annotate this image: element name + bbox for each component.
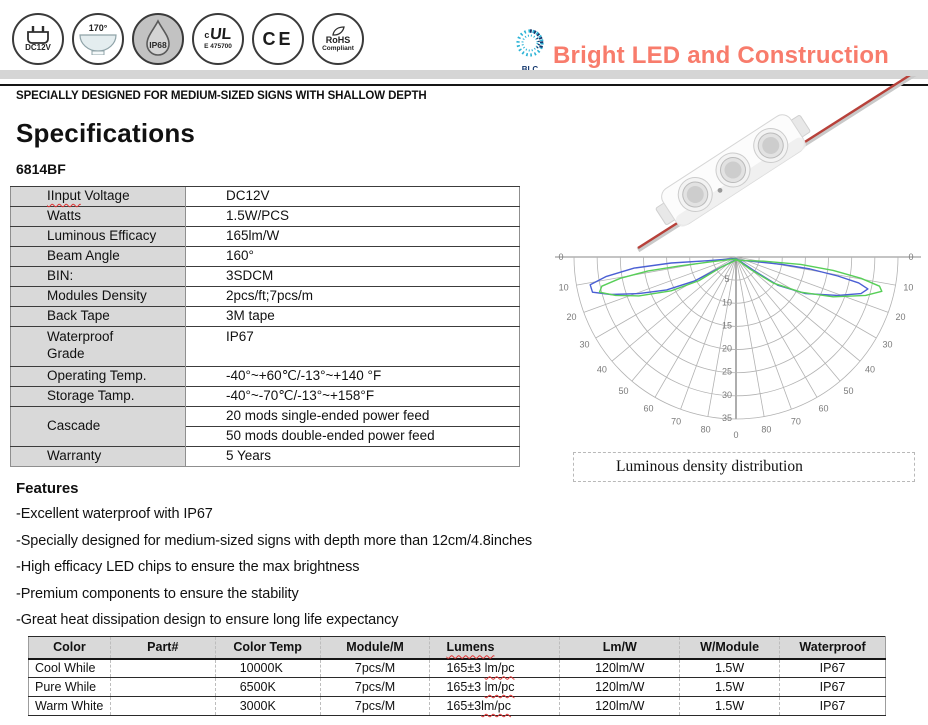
- model-number: 6814BF: [16, 161, 66, 177]
- rohs-compliant-label: Compliant: [322, 44, 354, 52]
- chart-caption-box: [573, 452, 915, 482]
- parts-cell: [110, 659, 215, 678]
- spec-row: [11, 307, 520, 327]
- ul-mark: UL: [209, 26, 233, 44]
- spec-label: Beam Angle: [11, 247, 186, 267]
- chart-tick-label: 20: [721, 343, 733, 354]
- spec-value: 3SDCM: [186, 267, 520, 287]
- features-heading: Features: [16, 480, 79, 497]
- parts-cell: IP67: [780, 678, 886, 697]
- parts-cell: Warm White: [29, 697, 111, 716]
- spec-label: Operating Temp.: [11, 367, 186, 387]
- rohs-label: RoHS: [325, 34, 351, 45]
- parts-cell: 7pcs/M: [320, 659, 430, 678]
- rohs-badge: [312, 13, 364, 65]
- badge-label: DC12V: [25, 43, 51, 52]
- chart-tick-label: 40: [865, 364, 876, 375]
- beam-bowl-icon: [78, 33, 118, 55]
- misspelled-word: IInput: [47, 188, 81, 204]
- chart-tick-label: 60: [643, 403, 654, 414]
- chart-tick-label: 70: [671, 416, 682, 427]
- spec-label: IInput Voltage: [11, 187, 186, 207]
- spec-row: [11, 187, 520, 207]
- parts-cell: 165±3 lm/pc: [430, 659, 560, 678]
- badge-label: 170°: [88, 22, 108, 33]
- parts-header: Lumens: [430, 637, 560, 659]
- parts-cell: 165±3 lm/pc: [430, 678, 560, 697]
- features-section: [16, 480, 656, 639]
- spec-value: 2pcs/ft;7pcs/m: [186, 287, 520, 307]
- chart-caption: Luminous density distribution: [616, 458, 803, 475]
- parts-table: [28, 636, 886, 716]
- parts-header: Color: [29, 637, 111, 659]
- feature-item: -Premium components to ensure the stability: [16, 585, 299, 602]
- ul-badge: [192, 13, 244, 65]
- parts-cell: 165±3lm/pc: [430, 697, 560, 716]
- chart-tick-label: 50: [618, 386, 629, 397]
- page-title: Specifications: [16, 118, 196, 148]
- spec-label: Modules Density: [11, 287, 186, 307]
- svg-text:IP68: IP68: [149, 40, 167, 50]
- chart-tick-label: 70: [790, 416, 801, 427]
- parts-row: [29, 697, 886, 716]
- chart-tick-label: 10: [558, 282, 569, 293]
- parts-cell: [110, 678, 215, 697]
- parts-cell: 120lm/W: [560, 697, 680, 716]
- feature-item: -High efficacy LED chips to ensure the max brightness: [16, 559, 360, 575]
- ip68-badge: [132, 13, 184, 65]
- ul-c-label: c: [204, 30, 210, 41]
- certification-badges: [12, 13, 364, 65]
- spec-label: Luminous Efficacy: [11, 227, 186, 247]
- chart-tick-label: 10: [903, 282, 914, 293]
- parts-cell: 7pcs/M: [320, 697, 430, 716]
- beam-angle-badge: [72, 13, 124, 65]
- feature-item: -Great heat dissipation design to ensure long life expectancy: [16, 612, 399, 628]
- chart-tick-label: 30: [579, 339, 590, 350]
- parts-cell: 7pcs/M: [320, 678, 430, 697]
- parts-cell: 120lm/W: [560, 678, 680, 697]
- spec-value: 3M tape: [186, 307, 520, 327]
- chart-tick-label: 15: [721, 320, 733, 331]
- parts-row: [29, 678, 886, 697]
- parts-cell: 1.5W: [680, 697, 780, 716]
- spec-value: 5 Years: [186, 447, 520, 467]
- chart-tick-label: 10: [721, 297, 733, 308]
- feature-item: -Excellent waterproof with IP67: [16, 506, 213, 522]
- tagline: SPECIALLY DESIGNED FOR MEDIUM-SIZED SIGNS WITH SHALLOW DEPTH: [16, 90, 427, 102]
- spec-value: 165lm/W: [186, 227, 520, 247]
- spec-row: [11, 267, 520, 287]
- spec-row: [11, 327, 520, 367]
- parts-cell: 1.5W: [680, 678, 780, 697]
- spec-row: [11, 387, 520, 407]
- chart-tick-label: 5: [724, 274, 730, 285]
- spec-label: Cascade: [11, 407, 186, 447]
- dc12v-plug-badge: [12, 13, 64, 65]
- ul-file-number: E 475700: [204, 43, 232, 51]
- led-module: [649, 106, 816, 235]
- features-list: [16, 506, 656, 628]
- chart-tick-label: 0: [558, 252, 564, 262]
- parts-cell: [110, 697, 215, 716]
- spec-value: 1.5W/PCS: [186, 207, 520, 227]
- spec-label: Storage Tamp.: [11, 387, 186, 407]
- blc-logo-icon: [512, 28, 548, 62]
- spec-row: [11, 247, 520, 267]
- spec-label: Watts: [11, 207, 186, 227]
- parts-cell: 6500K: [215, 678, 320, 697]
- parts-cell: 120lm/W: [560, 659, 680, 678]
- spec-row: [11, 407, 520, 427]
- parts-cell: IP67: [780, 659, 886, 678]
- parts-header: Part#: [110, 637, 215, 659]
- spec-value: 50 mods double-ended power feed: [186, 427, 520, 447]
- spec-row: [11, 447, 520, 467]
- spec-value: IP67: [186, 327, 520, 367]
- chart-tick-label: 60: [818, 403, 829, 414]
- parts-header: W/Module: [680, 637, 780, 659]
- parts-cell: Pure While: [29, 678, 111, 697]
- spec-label: BIN:: [11, 267, 186, 287]
- chart-tick-label: 40: [596, 364, 607, 375]
- blc-logo: [510, 28, 550, 74]
- ce-mark: CE: [262, 29, 294, 49]
- chart-tick-label: 80: [700, 424, 711, 435]
- spec-row: [11, 207, 520, 227]
- chart-tick-label: 30: [882, 339, 893, 350]
- parts-cell: 1.5W: [680, 659, 780, 678]
- parts-cell: IP67: [780, 697, 886, 716]
- parts-header: Color Temp: [215, 637, 320, 659]
- ce-badge: [252, 13, 304, 65]
- parts-cell: 3000K: [215, 697, 320, 716]
- spec-row: [11, 227, 520, 247]
- feature-item: -Specially designed for medium-sized signs with depth more than 12cm/4.8inches: [16, 532, 533, 549]
- chart-tick-label: 30: [721, 389, 733, 400]
- parts-header: Module/M: [320, 637, 430, 659]
- polar-chart: [553, 245, 925, 445]
- chart-tick-label: 25: [721, 366, 733, 377]
- spec-label: Back Tape: [11, 307, 186, 327]
- chart-tick-label: 20: [895, 311, 906, 322]
- water-drop-icon: [141, 19, 175, 59]
- spec-value: 20 mods single-ended power feed: [186, 407, 520, 427]
- spec-value: DC12V: [186, 187, 520, 207]
- spec-value: -40°~-70℃/-13°~+158°F: [186, 387, 520, 407]
- chart-tick-label: 20: [566, 311, 577, 322]
- spec-table: [10, 186, 520, 467]
- parts-cell: 10000K: [215, 659, 320, 678]
- spec-label: Waterproof Grade: [11, 327, 186, 367]
- spec-label: Warranty: [11, 447, 186, 467]
- plug-icon: [25, 26, 51, 44]
- chart-tick-label: 0: [733, 430, 739, 440]
- parts-row: [29, 659, 886, 678]
- parts-cell: Cool While: [29, 659, 111, 678]
- product-photo: [608, 76, 928, 254]
- spec-row: [11, 367, 520, 387]
- parts-header: Waterproof: [780, 637, 886, 659]
- parts-header: Lm/W: [560, 637, 680, 659]
- chart-tick-label: 50: [843, 386, 854, 397]
- spec-row: [11, 287, 520, 307]
- spec-value: 160°: [186, 247, 520, 267]
- chart-tick-label: 80: [761, 424, 772, 435]
- chart-tick-label: 35: [721, 413, 733, 423]
- chart-tick-label: 0: [908, 252, 914, 262]
- spec-value: -40°~+60℃/-13°~+140 °F: [186, 367, 520, 387]
- brand-title: Bright LED and Construction: [553, 42, 890, 69]
